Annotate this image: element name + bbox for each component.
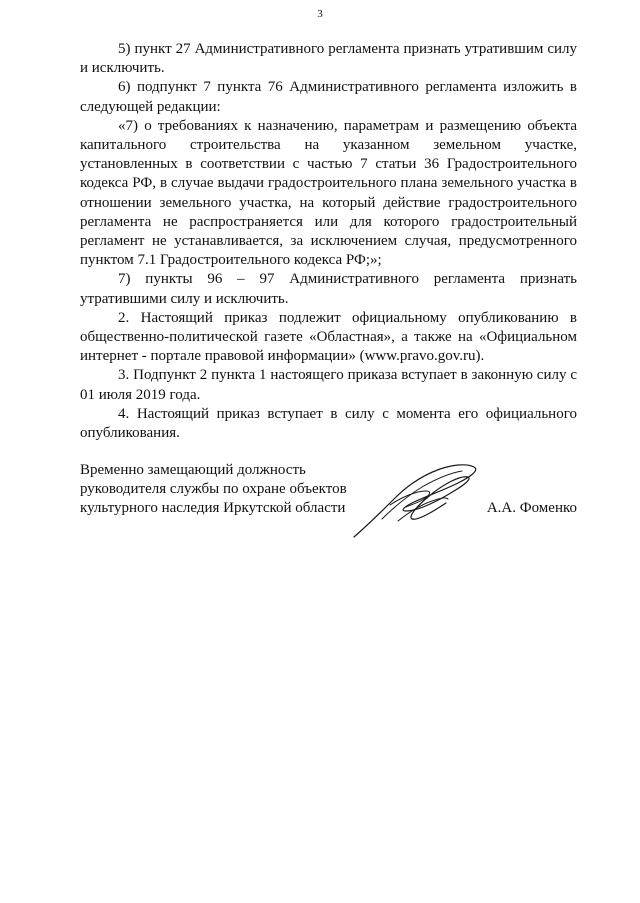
signatory-position [80,461,347,519]
paragraph-entry-into-force: 4. Настоящий приказ вступает в силу с момента его официального опубликования. [80,405,577,442]
page-number: 3 [317,8,323,20]
handwritten-signature [342,461,492,541]
signatory-position-line: Временно замещающий должность [80,462,306,478]
document-body [80,40,577,443]
signature-block [80,461,577,541]
paragraph-publication: 2. Настоящий приказ подлежит официальному опубликованию в общественно-политической газете «Областная», а также на «Официальном интернет - портале правовой информации» (www.pravo.gov.ru). [80,309,577,365]
paragraph-item-7: 7) пункты 96 – 97 Административного регламента признать утратившими силу и исключить. [80,271,577,307]
paragraph-effective-date: 3. Подпункт 2 пункта 1 настоящего приказа вступает в законную силу с 01 июля 2019 года. [80,367,577,403]
paragraph-item-5: 5) пункт 27 Административного регламента признать утратившим силу и исключить. [80,41,577,77]
signatory-position-line: руководителя службы по охране объектов [80,481,347,498]
paragraph-item-6: 6) подпункт 7 пункта 76 Административного регламента изложить в следующей редакции: [80,79,577,115]
signatory-position-line: культурного наследия Иркутской области [80,500,346,517]
paragraph-quoted-amendment: «7) о требованиях к назначению, параметрам и размещению объекта капитального строительства на указанном земельном участке, установленных в соответствии с частью 7 статьи 36 Градостроительного кодекса РФ, в случае выдачи градостроительного плана земельного участка в отношении земельного участка, на который действие градостроительного регламента не распространяется или для которого градостроительный регламент не устанавливается, за исключением случая, предусмотренного пунктом 7.1 Градостроительного кодекса РФ;»; [80,117,577,269]
signatory-name: А.А. Фоменко [486,500,577,516]
